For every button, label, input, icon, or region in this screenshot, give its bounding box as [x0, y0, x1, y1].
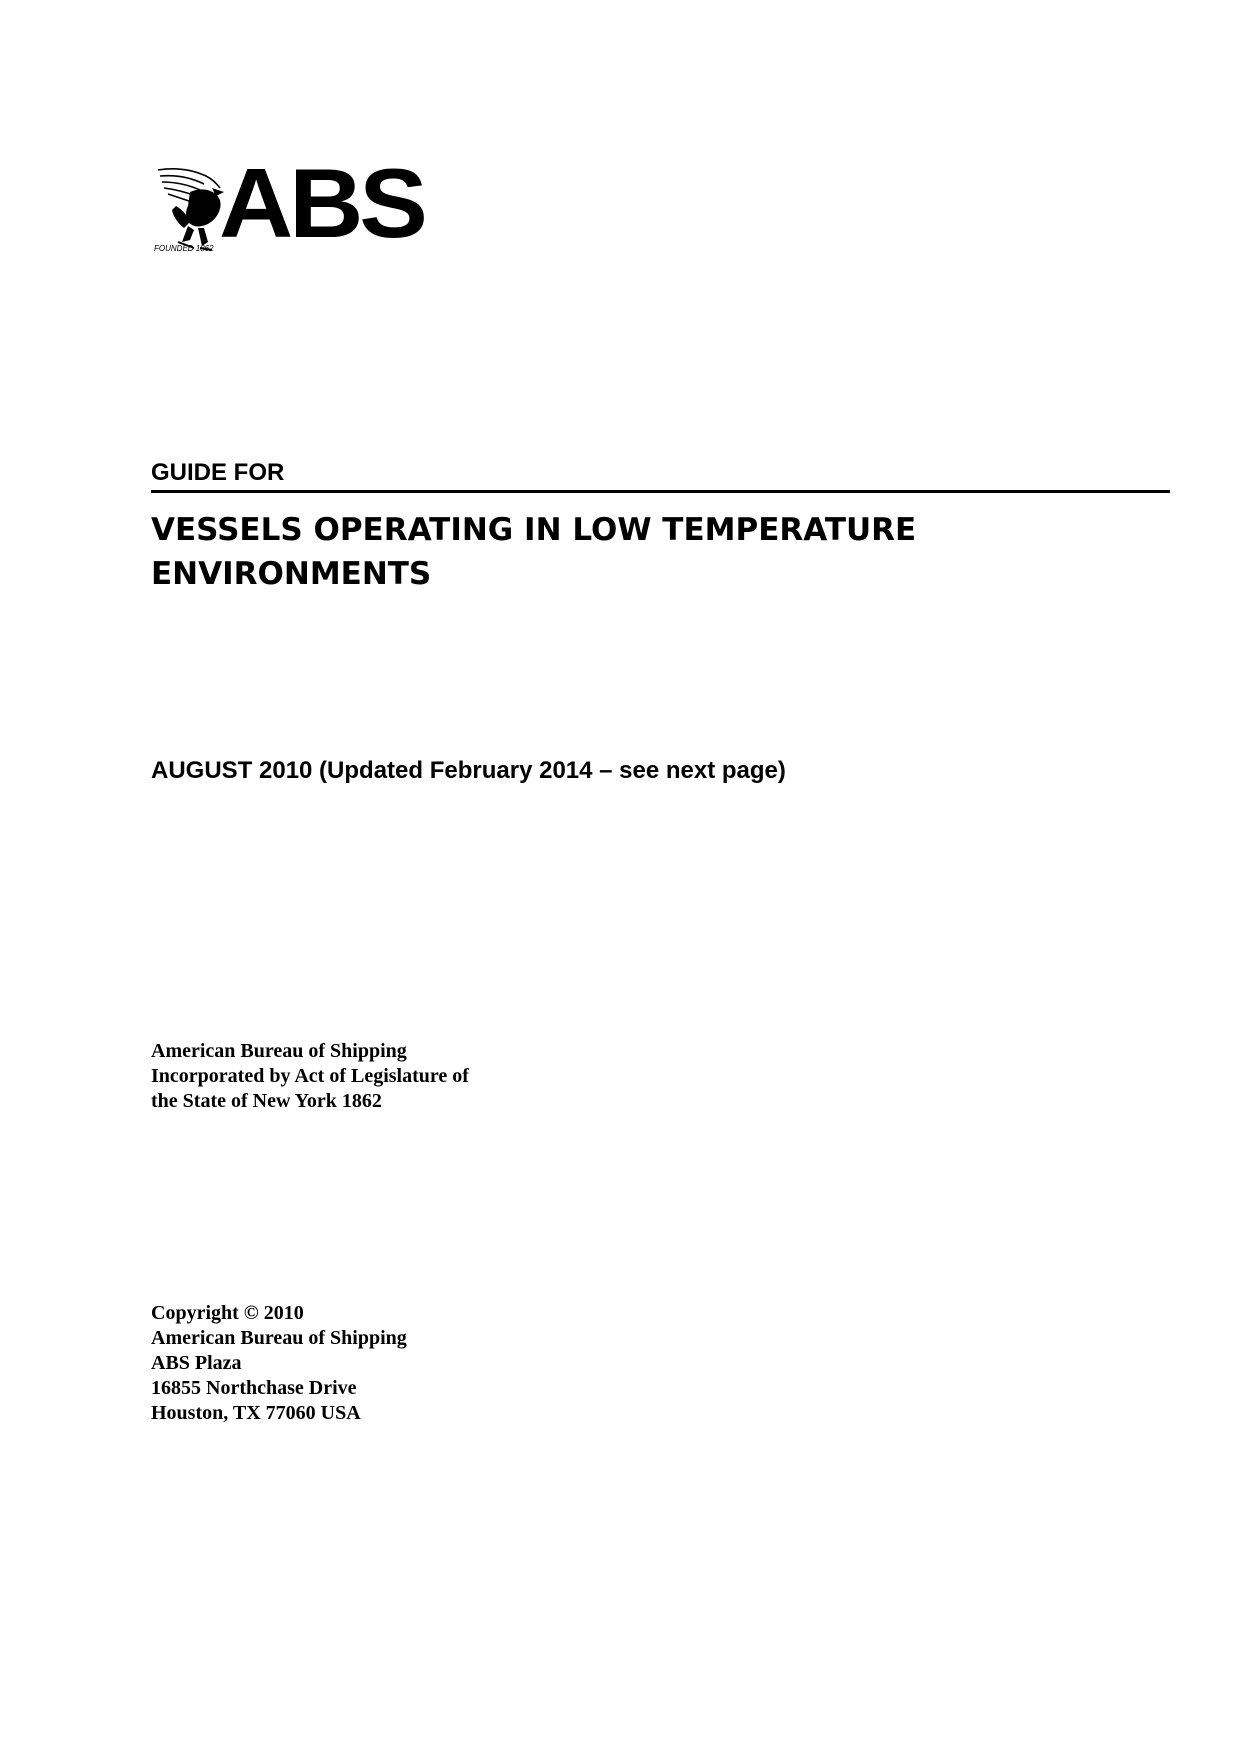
address-line: Houston, TX 77060 USA	[151, 1402, 361, 1424]
founded-tagline: FOUNDED 1862	[154, 244, 214, 253]
document-title	[151, 508, 1151, 596]
edition-date: AUGUST 2010 (Updated February 2014 – see next page)	[151, 757, 786, 784]
copyright-block	[151, 1301, 407, 1426]
title-line-2: ENVIRONMENTS	[151, 556, 432, 592]
incorporation-block	[151, 1039, 469, 1114]
copyright-line: Copyright © 2010	[151, 1302, 304, 1324]
guide-kicker: GUIDE FOR	[151, 459, 285, 486]
incorporation-line: the State of New York 1862	[151, 1090, 382, 1112]
incorporation-line: Incorporated by Act of Legislature of	[151, 1065, 469, 1087]
address-line: ABS Plaza	[151, 1352, 242, 1374]
address-line: 16855 Northchase Drive	[151, 1377, 357, 1399]
address-line: American Bureau of Shipping	[151, 1327, 407, 1349]
title-line-1: VESSELS OPERATING IN LOW TEMPERATURE	[151, 512, 917, 548]
abs-logo	[154, 148, 424, 258]
title-divider	[151, 490, 1170, 493]
brand-wordmark: ABS	[219, 148, 424, 258]
incorporation-line: American Bureau of Shipping	[151, 1040, 407, 1062]
